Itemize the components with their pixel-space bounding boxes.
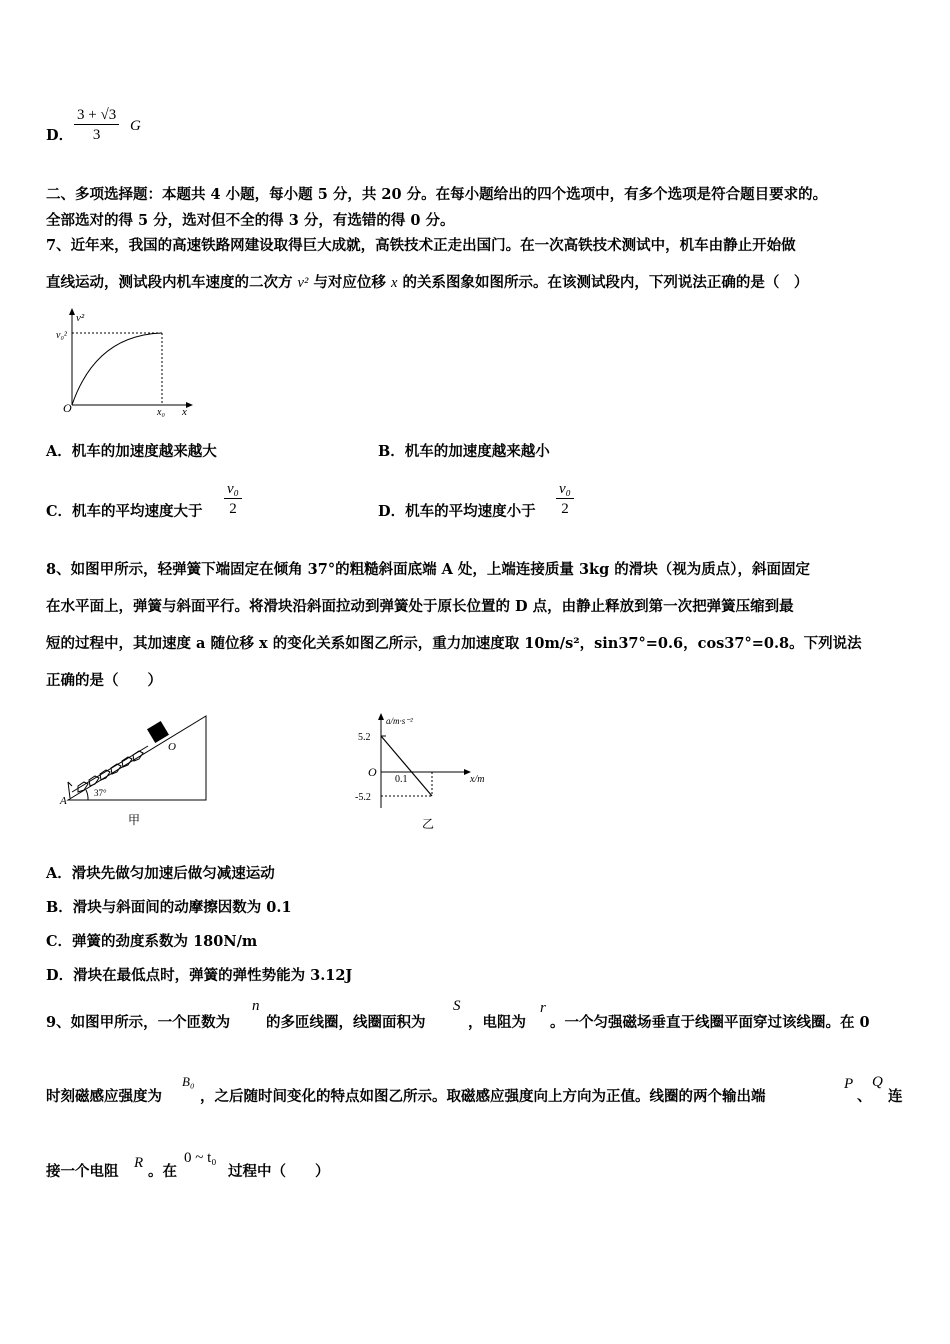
q6-option-d-label: D． [46,127,74,144]
q7-option-c: C．机车的平均速度大于 [46,503,203,520]
q8-yi-y-label: a/m·s⁻² [386,716,413,726]
q9-stem-line2c: 连 [888,1088,903,1105]
q7-option-b: B．机车的加速度越来越小 [378,443,550,460]
fraction-denominator: 2 [561,501,569,517]
q7-option-d: D．机车的平均速度小于 [378,503,536,520]
q9-stem-line1b: 的多匝线圈，线圈面积为 [266,1014,426,1031]
q8-jia-label-o: O [168,741,176,753]
q7-graph-x-label: x [182,406,187,418]
q9-stem-line3a: 接一个电阻 [46,1163,119,1180]
q8-figure-yi [338,708,503,833]
q8-jia-caption: 甲 [128,813,141,827]
q6-option-d-variable: G [130,118,141,134]
q7-graph [56,305,201,420]
q8-stem-line1: 8、如图甲所示，轻弹簧下端固定在倾角 37°的粗糙斜面底端 A 处，上端连接质量 3kg 的滑块（视为质点），斜面固定 [46,561,811,578]
q8-option-b: B．滑块与斜面间的动摩擦因数为 0.1 [46,899,292,916]
q7-option-a: A．机车的加速度越来越大 [46,443,217,460]
q8-option-d: D．滑块在最低点时，弹簧的弹性势能为 3.12J [46,967,353,984]
q7-graph-y-label: v² [76,312,85,324]
q6-option-d-fraction [74,106,119,145]
q7-graph-x-tick: x₀ [157,407,165,418]
q9-stem-line2b: ，之后随时间变化的特点如图乙所示。取磁感应强度向上方向为正值。线圈的两个输出端 [200,1088,766,1105]
q8-yi-y-bottom: -5.2 [355,792,371,803]
fraction-denominator: 3 [92,127,101,143]
section-heading-line2: 全部选对的得 5 分，选对但不全的得 3 分，有选错的得 0 分。 [46,212,455,229]
q8-yi-x-label: x/m [470,774,485,785]
q7-option-d-fraction [556,480,574,519]
q8-jia-angle: 37° [94,788,107,798]
q9-stem-line3b: 。在 [148,1163,177,1180]
q8-stem-line4: 正确的是（ ） [46,672,162,689]
q8-option-a: A．滑块先做匀加速后做匀减速运动 [46,865,275,882]
q9-var-r-resistor: R [134,1155,144,1171]
q9-stem-line1d: 。一个匀强磁场垂直于线圈平面穿过该线圈。在 0 [550,1014,870,1031]
q7-stem-line2: 直线运动，测试段内机车速度的二次方 v² 与对应位移 x 的关系图象如图所示。在该测试段内，下列说法正确的是（ ） [46,274,809,291]
q8-option-c: C．弹簧的劲度系数为 180N/m [46,933,258,950]
q9-stem-line3c: 过程中（ ） [228,1163,330,1180]
q9-var-b0: B₀ [182,1074,195,1089]
q8-stem-line2: 在水平面上，弹簧与斜面平行。将滑块沿斜面拉动到弹簧处于原长位置的 D 点，由静止释放到第一次把弹簧压缩到最 [46,598,794,615]
q7-stem-line1: 7、近年来，我国的高速铁路网建设取得巨大成就，高铁技术正走出国门。在一次高铁技术测试中，机车由静止开始做 [46,237,796,254]
q9-stem-line1a: 9、如图甲所示，一个匝数为 [46,1014,231,1031]
q8-yi-y-top: 5.2 [358,732,371,743]
q9-var-p: P [844,1076,854,1092]
q8-yi-caption: 乙 [422,817,435,831]
q9-separator: 、 [857,1088,872,1105]
q9-var-s: S [453,998,461,1014]
fraction-numerator: 3 + √3 [74,106,119,125]
q8-yi-x-tick: 0.1 [395,774,408,785]
q8-figure-jia [58,708,218,828]
q9-var-r: r [540,1000,546,1016]
q7-graph-origin: O [63,401,72,415]
q9-stem-line2a: 时刻磁感应强度为 [46,1088,162,1105]
fraction-numerator: v₀ [224,480,242,499]
section-heading-line1: 二、多项选择题：本题共 4 小题，每小题 5 分，共 20 分。在每小题给出的四个选项中，有多个选项是符合题目要求的。 [46,186,828,203]
fraction-denominator: 2 [229,501,237,517]
q7-graph-y-tick: v₀² [56,330,67,341]
q9-stem-line1c: ，电阻为 [468,1014,526,1031]
q7-option-c-fraction [224,480,242,519]
q8-stem-line3: 短的过程中，其加速度 a 随位移 x 的变化关系如图乙所示，重力加速度取 10m/s²，sin37°=0.6，cos37°=0.8。下列说法 [46,635,862,652]
q9-time-range: 0 ~ t₀ [184,1150,217,1166]
q8-yi-origin: O [368,765,377,779]
q9-var-n: n [252,998,260,1014]
fraction-numerator: v₀ [556,480,574,499]
q9-var-q: Q [872,1074,883,1090]
q8-jia-label-a: A [60,795,67,807]
